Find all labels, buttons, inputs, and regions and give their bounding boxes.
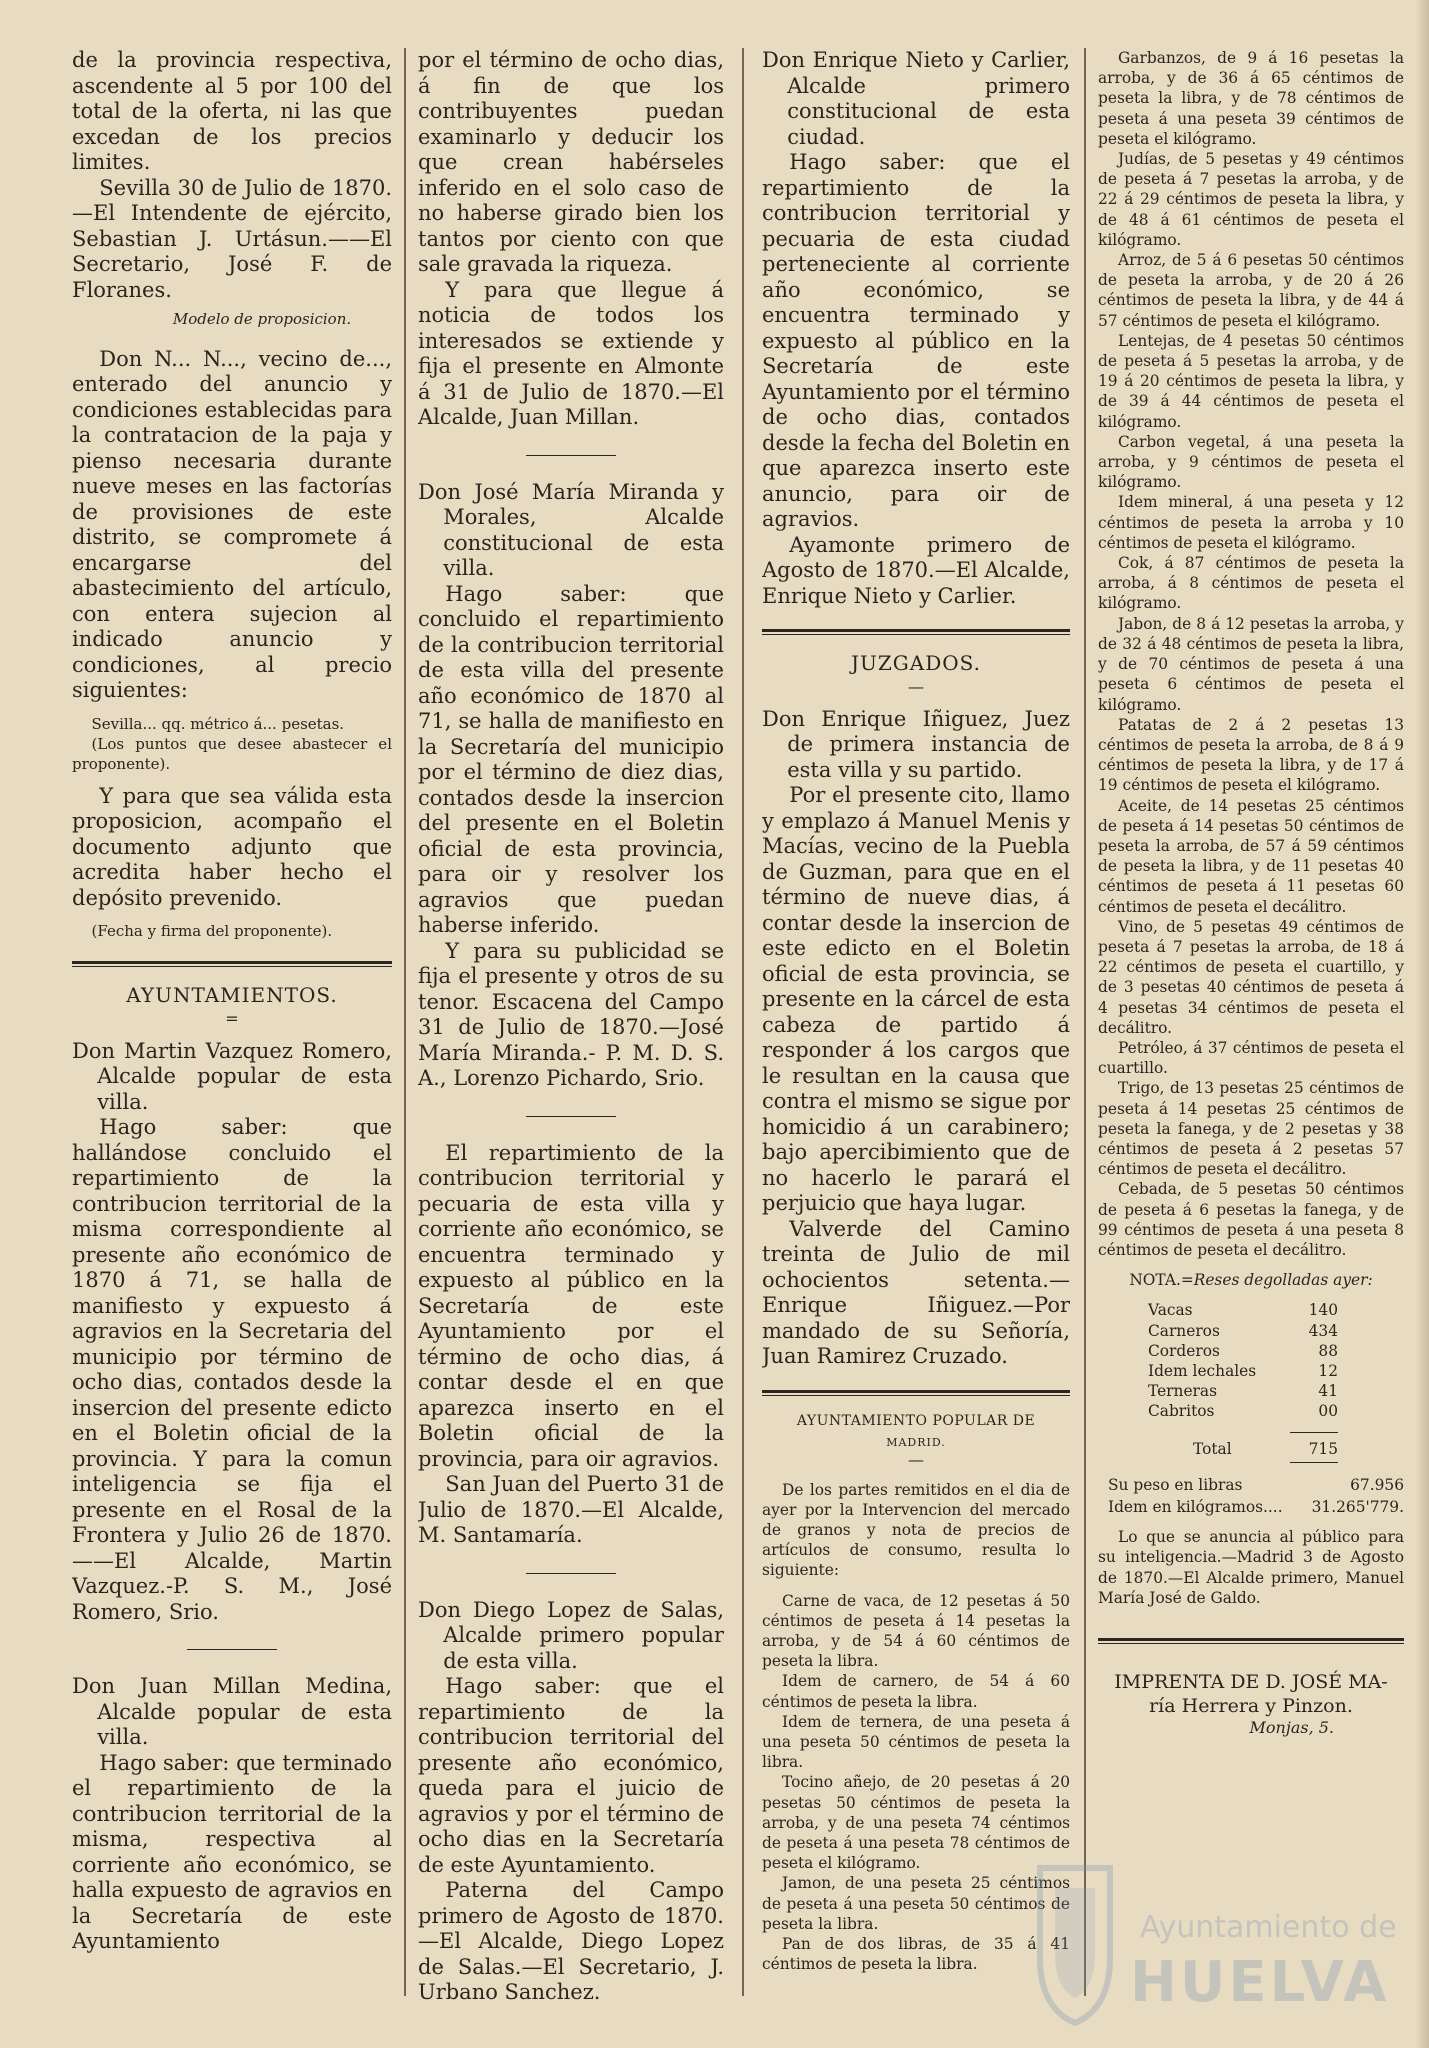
weight-value: 31.265'779. bbox=[1311, 1498, 1404, 1517]
paragraph: (Los puntos que desee abastecer el proponente). bbox=[72, 734, 392, 773]
price-item: Vino, de 5 pesetas 49 céntimos de peseta á 7 pesetas la arroba, de 18 á 22 céntimos de peseta el cuartillo, y de 3 pesetas 40 céntimos de peseta á 4 pesetas 34 céntimos de peseta el decálitro. bbox=[1098, 917, 1404, 1037]
double-rule bbox=[762, 1390, 1070, 1396]
livestock-row bbox=[1148, 1321, 1338, 1341]
market-report bbox=[762, 1480, 1070, 1975]
paragraph: Y para que llegue á noticia de todos los interesados se extiende y fija el presente en Almonte á 31 de Julio de 1870.—El Alcalde, Juan Millan. bbox=[418, 277, 724, 429]
paragraph: Don Enrique Nieto y Carlier, Alcalde primero constitucional de esta ciudad. bbox=[762, 48, 1070, 149]
printer-address: Monjas, 5. bbox=[1249, 1718, 1334, 1738]
archive-watermark bbox=[1025, 1858, 1415, 2038]
weight-label: Idem en kilógramos.... bbox=[1108, 1498, 1283, 1517]
livestock-count: 88 bbox=[1318, 1341, 1338, 1360]
total-value: 715 bbox=[1308, 1439, 1338, 1458]
double-rule bbox=[1098, 1638, 1404, 1644]
livestock-label: Carneros bbox=[1148, 1321, 1220, 1340]
divider bbox=[526, 1116, 616, 1117]
section-heading-city: MADRID. bbox=[886, 1435, 946, 1449]
paragraph: Don N... N..., vecino de..., enterado del anuncio y condiciones establecidas para la contratacion de la paja y pienso necesaria durante nueve meses en las factorías de provisiones de este distrito, se compromete á encargarse del abastecimiento del artículo, con entera sujecion al indicado anuncio y condiciones, al precio siguientes: bbox=[72, 346, 392, 702]
paragraph: Don Martin Vazquez Romero, Alcalde popular de esta villa. bbox=[72, 1038, 392, 1114]
weight-label: Su peso en libras bbox=[1108, 1475, 1243, 1494]
livestock-label: Cabritos bbox=[1148, 1402, 1215, 1421]
section-heading: JUZGADOS. bbox=[851, 651, 981, 675]
total-rule bbox=[1290, 1432, 1338, 1433]
column-2 bbox=[418, 48, 724, 2008]
paragraph: Sevilla... qq. métrico á... pesetas. bbox=[91, 714, 345, 733]
paragraph: Don Juan Millan Medina, Alcalde popular de esta villa. bbox=[72, 1674, 392, 1749]
watermark-text: Ayuntamiento de bbox=[1140, 1910, 1397, 1945]
weight-value: 67.956 bbox=[1350, 1475, 1404, 1494]
section-mark: — bbox=[908, 676, 924, 696]
total-row bbox=[1148, 1439, 1338, 1459]
weight-row bbox=[1108, 1497, 1404, 1517]
section-mark: — bbox=[908, 1449, 924, 1469]
livestock-count: 41 bbox=[1318, 1382, 1338, 1401]
printer-line: ría Herrera y Pinzon. bbox=[1149, 1695, 1353, 1718]
paragraph: Por el presente cito, llamo y emplazo á Manuel Menis y Macías, vecino de la Puebla de Guzman, para que en el término de nueve dias, á contar desde la insercion de este edicto en el Boletin oficial de esta provincia, se presente en la cárcel de esta cabeza de partido á responder á los cargos que le resultan en la causa que contra el mismo se sigue por homicidio á un carabinero; bajo apercibimiento que de no hacerlo le parará el perjuicio que haya lugar. bbox=[762, 783, 1070, 1215]
price-item: Pan de dos libras, de 35 á 41 céntimos de peseta la libra. bbox=[762, 1934, 1070, 1974]
paragraph: San Juan del Puerto 31 de Julio de 1870.—El Alcalde, M. Santamaría. bbox=[418, 1472, 724, 1547]
divider bbox=[526, 455, 616, 456]
price-item: Tocino añejo, de 20 pesetas á 20 pesetas 50 céntimos de peseta la arroba, y de una peseta 74 céntimos de peseta á una peseta 78 céntimos de peseta el kilógramo. bbox=[762, 1773, 1070, 1873]
livestock-label: Corderos bbox=[1148, 1341, 1220, 1360]
divider bbox=[187, 1649, 277, 1650]
livestock-count: 00 bbox=[1318, 1402, 1338, 1421]
livestock-row bbox=[1148, 1361, 1338, 1381]
price-item: Idem mineral, á una peseta y 12 céntimos de peseta la arroba y 10 céntimos de peseta el kilógramo. bbox=[1098, 493, 1404, 552]
double-rule bbox=[762, 629, 1070, 635]
paragraph: Don Enrique Iñiguez, Juez de primera instancia de esta villa y su partido. bbox=[762, 706, 1070, 782]
paragraph: Hago saber: que el repartimiento de la contribucion territorial y pecuaria de esta ciudad perteneciente al corriente año económico, se encuentra terminado y expuesto al público en la Secretaría de este Ayuntamiento por el término de ocho dias, contados desde la fecha del Boletin en que aparezca inserto este anuncio, para oir de agravios. bbox=[762, 150, 1070, 531]
nota-heading bbox=[1098, 1270, 1404, 1290]
livestock-label: Terneras bbox=[1148, 1382, 1217, 1401]
column-rule bbox=[404, 48, 406, 1996]
livestock-table bbox=[1148, 1300, 1338, 1421]
section-heading: AYUNTAMIENTOS. bbox=[126, 983, 338, 1007]
price-item: Patatas de 2 á 2 pesetas 13 céntimos de peseta la arroba, de 8 á 9 céntimos de peseta la libra, y de 17 á 19 céntimos de peseta el kilógramo. bbox=[1098, 715, 1404, 795]
double-rule bbox=[72, 961, 392, 967]
paragraph: Valverde del Camino treinta de Julio de mil ochocientos setenta.—Enrique Iñiguez.—Por mandado de su Señoría, Juan Ramirez Cruzado. bbox=[762, 1216, 1070, 1368]
signature-block: Sevilla 30 de Julio de 1870. —El Intendente de ejército, Sebastian J. Urtásun.——El Secretario, José F. de Floranes. bbox=[72, 175, 392, 302]
column-rule bbox=[1084, 48, 1086, 1996]
column-1 bbox=[72, 48, 392, 2008]
paragraph: (Fecha y firma del proponente). bbox=[91, 922, 333, 940]
printer-line: IMPRENTA DE D. JOSÉ MA- bbox=[1114, 1671, 1388, 1694]
watermark-text: HUELVA bbox=[1130, 1950, 1390, 2015]
nota-title: =Reses degolladas ayer: bbox=[1180, 1271, 1373, 1290]
livestock-row bbox=[1148, 1341, 1338, 1361]
price-list bbox=[1098, 48, 1404, 1260]
column-rule bbox=[742, 48, 744, 1996]
paragraph: Don José María Miranda y Morales, Alcalde constitucional de esta villa. bbox=[418, 479, 724, 580]
closing-paragraph: Lo que se anuncia al público para su inteligencia.—Madrid 3 de Agosto de 1870.—El Alcalde primero, Manuel María José de Galdo. bbox=[1098, 1528, 1404, 1607]
price-item: Judías, de 5 pesetas y 49 céntimos de peseta á 7 pesetas la arroba, y de 22 á 29 céntimos de peseta la libra, y de 48 á 61 céntimos de peseta el kilógramo. bbox=[1098, 150, 1404, 249]
paragraph: Hago saber: que concluido el repartimiento de la contribucion territorial de esta villa del presente año económico de 1870 al 71, se halla de manifiesto en la Secretaría del municipio por el término de diez dias, contados desde la insercion del presente en el Boletin oficial de esta provincia, para oir y resolver los agravios que puedan haberse inferido. bbox=[418, 581, 724, 937]
coat-of-arms-icon bbox=[1025, 1858, 1125, 2028]
price-item: Cebada, de 5 pesetas 50 céntimos de peseta á 6 pesetas la fanega, y de 99 céntimos de peseta á una peseta 8 céntimos de peseta el decálitro. bbox=[1098, 1180, 1404, 1259]
section-mark: = bbox=[225, 1008, 239, 1028]
price-item: Carbon vegetal, á una peseta la arroba, y 9 céntimos de peseta el kilógramo. bbox=[1098, 432, 1404, 492]
price-item: Carne de vaca, de 12 pesetas á 50 céntimos de peseta á 14 pesetas la arroba, y de 54 á 60 céntimos de peseta la libra. bbox=[762, 1591, 1070, 1671]
livestock-count: 434 bbox=[1308, 1321, 1338, 1340]
livestock-row bbox=[1148, 1300, 1338, 1320]
price-item: Idem de carnero, de 54 á 60 céntimos de peseta la libra. bbox=[762, 1672, 1070, 1711]
price-item: Jamon, de una peseta 25 céntimos de peseta á una peseta 50 céntimos de peseta la libra. bbox=[762, 1874, 1070, 1933]
paragraph: De los partes remitidos en el dia de ayer por la Intervencion del mercado de granos y nota de precios de artículos de consumo, resulta lo siguiente: bbox=[762, 1480, 1070, 1580]
paragraph: Don Diego Lopez de Salas, Alcalde primero popular de esta villa. bbox=[418, 1597, 724, 1673]
paragraph: Hago saber: que terminado el repartimiento de la contribucion territorial de la misma, respectiva al corriente año económico, se halla expuesto de agravios en la Secretaría de este Ayuntamiento bbox=[72, 1750, 392, 1953]
paragraph: Hago saber: que hallándose concluido el repartimiento de la contribucion territorial de la misma correspondiente al presente año económico de 1870 á 71, se halla de manifiesto y expuesto á agravios en la Secretaria del municipio por término de ocho dias, contados desde la insercion del presente edicto en el Boletin oficial de la provincia. Y para la comun inteligencia se fija el presente en el Rosal de la Frontera y Julio 26 de 1870.——El Alcalde, Martin Vazquez.-P. S. M., José Romero, Srio. bbox=[72, 1115, 392, 1624]
divider bbox=[526, 1573, 616, 1574]
price-item: Arroz, de 5 á 6 pesetas 50 céntimos de peseta la arroba, y de 20 á 26 céntimos de peseta la libra, y de 44 á 57 céntimos de peseta el kilógramo. bbox=[1098, 251, 1404, 330]
price-item: Lentejas, de 4 pesetas 50 céntimos de peseta á 5 pesetas la arroba, y de 19 á 20 céntimos de peseta la libra, y de 39 á 44 céntimos de peseta el kilógramo. bbox=[1098, 331, 1404, 431]
total-block bbox=[1148, 1432, 1338, 1463]
weight-row bbox=[1108, 1475, 1404, 1495]
paragraph: Y para que sea válida esta proposicion, acompaño el documento adjunto que acredita haber hecho el depósito prevenido. bbox=[72, 783, 392, 910]
price-item: Idem de ternera, de una peseta á una peseta 50 céntimos de peseta la libra. bbox=[762, 1712, 1070, 1772]
page-edge bbox=[1415, 0, 1429, 2048]
weight-block bbox=[1108, 1475, 1404, 1517]
nota-label: NOTA. bbox=[1129, 1271, 1181, 1290]
section-heading: AYUNTAMIENTO POPULAR DE bbox=[796, 1412, 1036, 1429]
paragraph: Y para su publicidad se fija el presente y otros de su tenor. Escacena del Campo 31 de Julio de 1870.—José María Miranda.- P. M. D. S. A., Lorenzo Pichardo, Srio. bbox=[418, 938, 724, 1090]
column-3 bbox=[762, 48, 1070, 2008]
price-item: Cok, á 87 céntimos de peseta la arroba, á 8 céntimos de peseta el kilógramo. bbox=[1098, 554, 1404, 613]
price-item: Petróleo, á 37 céntimos de peseta el cuartillo. bbox=[1098, 1038, 1404, 1078]
paragraph: de la provincia respectiva, ascendente al 5 por 100 del total de la oferta, ni las que excedan de los precios limites. bbox=[72, 48, 392, 174]
paragraph: por el término de ocho dias, á fin de que los contribuyentes puedan examinarlo y deducir los que crean habérseles inferido en el solo caso de no haberse girado bien los tantos por ciento con que sale gravada la riqueza. bbox=[418, 48, 724, 276]
paragraph: El repartimiento de la contribucion territorial y pecuaria de esta villa y corriente año económico, se encuentra terminado y expuesto al público en la Secretaría de este Ayuntamiento por el término de ocho dias, á contar desde el en que aparezca inserto en el Boletin oficial de la provincia, para oir agravios. bbox=[418, 1140, 724, 1471]
livestock-count: 140 bbox=[1308, 1301, 1338, 1320]
livestock-label: Vacas bbox=[1148, 1301, 1193, 1320]
livestock-label: Idem lechales bbox=[1148, 1362, 1257, 1380]
paragraph: Paterna del Campo primero de Agosto de 1870.—El Alcalde, Diego Lopez de Salas.—El Secretario, J. Urbano Sanchez. bbox=[418, 1878, 724, 2004]
column-4 bbox=[1098, 48, 1404, 2008]
livestock-row bbox=[1148, 1381, 1338, 1401]
price-item: Trigo, de 13 pesetas 25 céntimos de peseta á 14 pesetas 25 céntimos de peseta la fanega, y de 2 pesetas y 38 céntimos de peseta á 2 pesetas 57 céntimos de peseta el decálitro. bbox=[1098, 1079, 1404, 1179]
livestock-count: 12 bbox=[1318, 1362, 1338, 1380]
model-label: Modelo de proposicion. bbox=[172, 310, 352, 328]
paragraph: Hago saber: que el repartimiento de la contribucion territorial del presente año económico, queda para el juicio de agravios y por el término de ocho dias en la Secretaría de este Ayuntamiento. bbox=[418, 1674, 724, 1877]
price-item: Garbanzos, de 9 á 16 pesetas la arroba, y de 36 á 65 céntimos de peseta la libra, y de 78 céntimos de peseta á una peseta 39 céntimos de peseta el kilógramo. bbox=[1098, 49, 1404, 148]
livestock-row bbox=[1148, 1401, 1338, 1421]
total-label: Total bbox=[1193, 1439, 1232, 1458]
paragraph: Ayamonte primero de Agosto de 1870.—El Alcalde, Enrique Nieto y Carlier. bbox=[762, 532, 1070, 608]
price-item: Aceite, de 14 pesetas 25 céntimos de peseta á 14 pesetas 50 céntimos de peseta la arroba, de 57 á 59 céntimos de peseta la libra, y de 11 pesetas 40 céntimos de peseta á 11 pesetas 60 céntimos de peseta el decálitro. bbox=[1098, 796, 1404, 916]
price-item: Jabon, de 8 á 12 pesetas la arroba, y de 32 á 48 céntimos de peseta la libra, y de 70 céntimos de peseta á una peseta 6 céntimos de peseta el kilógramo. bbox=[1098, 614, 1404, 714]
